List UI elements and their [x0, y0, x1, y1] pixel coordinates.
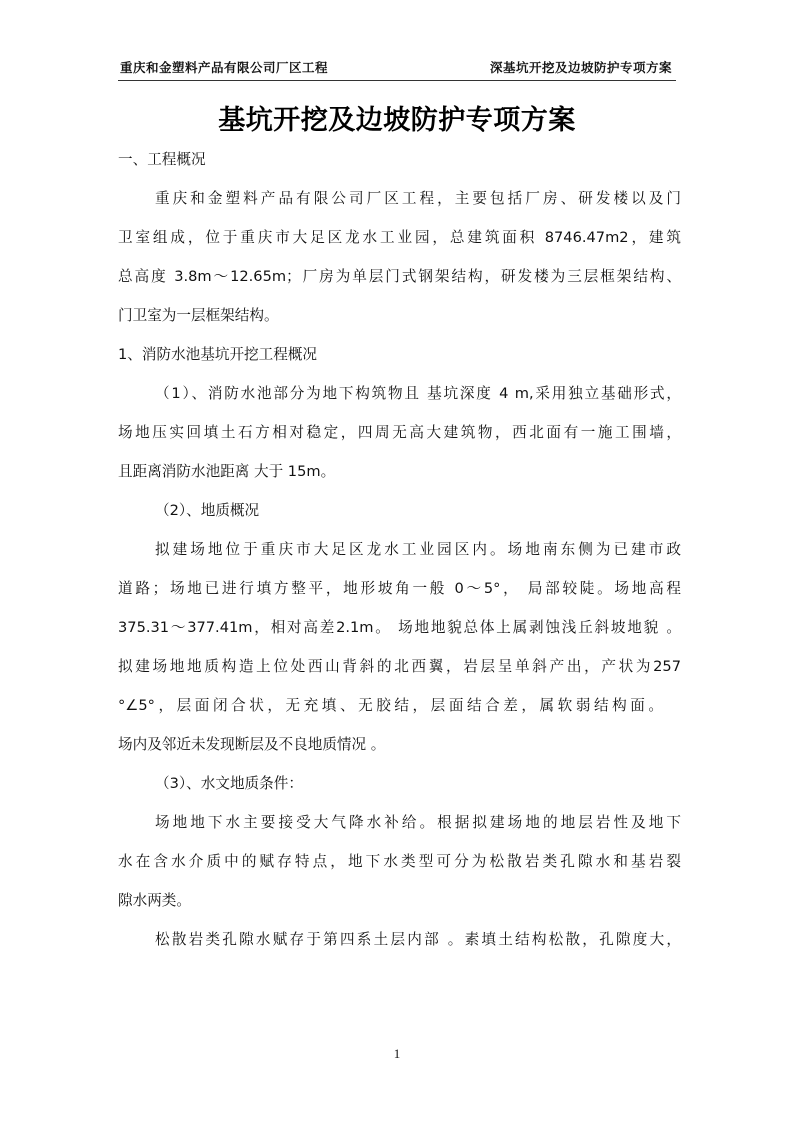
page-title: 基坑开挖及边坡防护专项方案: [218, 105, 576, 136]
paragraph-line: 且距离消防水池距离 大于 15m。: [118, 463, 336, 480]
paragraph-line: 拟建场地位于重庆市大足区龙水工业园区内。场地南东侧为已建市政: [155, 541, 681, 558]
subsection-heading: 1、消防水池基坑开挖工程概况: [118, 346, 318, 363]
paragraph-line: 道路；场地已进行填方整平，地形坡角一般 0～5°， 局部较陡。场地高程: [118, 580, 681, 597]
paragraph-line: 门卫室为一层框架结构。: [118, 307, 279, 324]
paragraph-line: 总高度 3.8m～12.65m；厂房为单层门式钢架结构，研发楼为三层框架结构、: [118, 268, 681, 285]
paragraph-line: 松散岩类孔隙水赋存于第四系土层内部 。素填土结构松散，孔隙度大，: [155, 931, 681, 948]
subsection-heading: （2）、地质概况: [155, 502, 260, 519]
paragraph-line: 场地压实回填土石方相对稳定，四周无高大建筑物，西北面有一施工围墙，: [118, 424, 681, 441]
paragraph-line: 重庆和金塑料产品有限公司厂区工程，主要包括厂房、研发楼以及门: [155, 190, 681, 207]
paragraph-line: 375.31～377.41m，相对高差2.1m。 场地地貌总体上属剥蚀浅丘斜坡地貌 。: [118, 619, 681, 636]
paragraph-line: 卫室组成，位于重庆市大足区龙水工业园，总建筑面积 8746.47m2，建筑: [118, 229, 681, 246]
paragraph-line: 拟建场地地质构造上位处西山背斜的北西翼，岩层呈单斜产出，产状为257: [118, 658, 681, 675]
paragraph-line: °∠5°，层面闭合状，无充填、无胶结，层面结合差，属软弱结构面。: [118, 697, 663, 714]
page-number: 1: [393, 1046, 401, 1061]
header-doc-title: 深基坑开挖及边坡防护专项方案: [489, 60, 672, 75]
paragraph-line: 场内及邻近未发现断层及不良地质情况 。: [118, 736, 386, 753]
paragraph-line: （1）、消防水池部分为地下构筑物且 基坑深度 4 m,采用独立基础形式，: [155, 385, 681, 402]
header-divider: [118, 80, 676, 81]
section-heading: 一、工程概况: [118, 151, 206, 168]
header-project-name: 重庆和金塑料产品有限公司厂区工程: [120, 60, 329, 75]
paragraph-line: 场地地下水主要接受大气降水补给。根据拟建场地的地层岩性及地下: [155, 814, 681, 831]
paragraph-line: 隙水两类。: [118, 892, 191, 909]
subsection-heading: （3）、水文地质条件：: [155, 775, 303, 792]
paragraph-line: 水在含水介质中的赋存特点，地下水类型可分为松散岩类孔隙水和基岩裂: [118, 853, 681, 870]
